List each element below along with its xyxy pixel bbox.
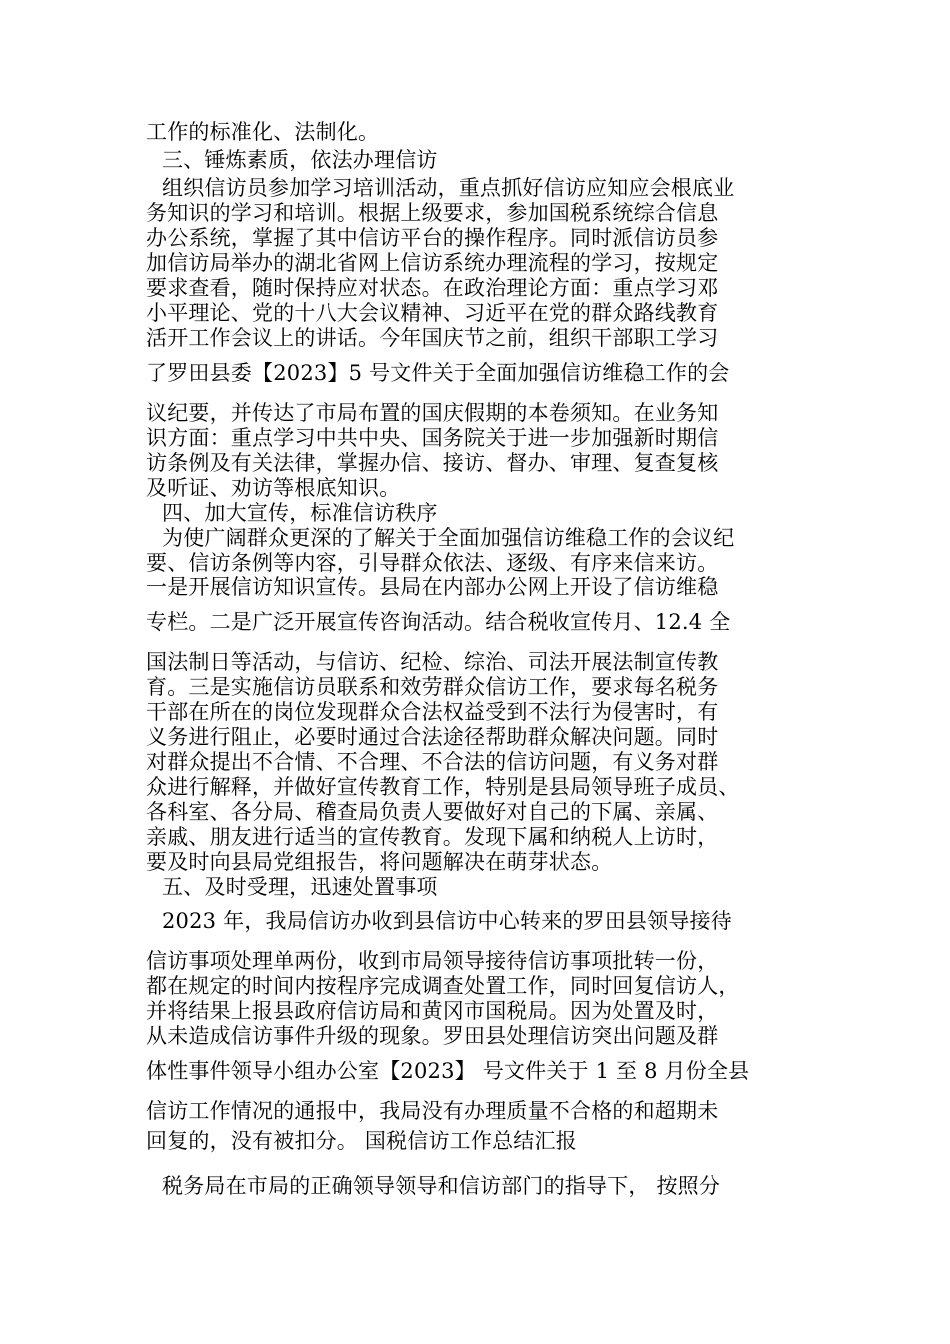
section-heading-5: 五、及时受理，迅速处置事项 xyxy=(162,875,438,899)
text-line: 回复的，没有被扣分。 国税信访工作总结汇报 xyxy=(146,1129,577,1153)
text-line: 活开工作会议上的讲话。今年国庆节之前，组织干部职工学习 xyxy=(146,326,719,350)
text-line: 访条例及有关法律，掌握办信、接访、督办、审理、复查复核 xyxy=(146,451,719,475)
text-line: 及听证、劝访等根底知识。 xyxy=(146,476,401,500)
section-heading-3: 三、锤炼素质，依法办理信访 xyxy=(162,148,438,172)
text-line: 并将结果上报县政府信访局和黄冈市国税局。因为处置及时， xyxy=(146,999,719,1023)
text-line: 了罗田县委【2023】5 号文件关于全面加强信访维稳工作的会 xyxy=(146,361,730,385)
text-line: 组织信访员参加学习培训活动，重点抓好信访应知应会根底业 xyxy=(162,176,735,200)
text-line: 办公系统，掌握了其中信访平台的操作程序。同时派信访员参 xyxy=(146,226,719,250)
text-line: 识方面：重点学习中共中央、国务院关于进一步加强新时期信 xyxy=(146,426,719,450)
text-line: 为使广阔群众更深的了解关于全面加强信访维稳工作的会议纪 xyxy=(162,526,735,550)
text-line: 干部在所在的岗位发现群众合法权益受到不法行为侵害时，有 xyxy=(146,700,719,724)
text-line: 工作的标准化、法制化。 xyxy=(146,120,380,144)
text-line: 亲戚、朋友进行适当的宣传教育。发现下属和纳税人上访时， xyxy=(146,825,719,849)
text-line: 要、信访条例等内容，引导群众依法、逐级、有序来信来访。 xyxy=(146,551,719,575)
text-line: 小平理论、党的十八大会议精神、习近平在党的群众路线教育 xyxy=(146,301,719,325)
text-line: 要求查看，随时保持应对状态。在政治理论方面：重点学习邓 xyxy=(146,276,719,300)
text-line: 对群众提出不合情、不合理、不合法的信访问题，有义务对群 xyxy=(146,750,719,774)
text-line: 从未造成信访事件升级的现象。罗田县处理信访突出问题及群 xyxy=(146,1024,719,1048)
text-line: 体性事件领导小组办公室【2023】 号文件关于 1 至 8 月份全县 xyxy=(146,1059,750,1083)
text-line: 务知识的学习和培训。根据上级要求，参加国税系统综合信息 xyxy=(146,201,719,225)
text-line: 都在规定的时间内按程序完成调查处置工作，同时回复信访人， xyxy=(146,974,740,998)
text-line: 议纪要，并传达了市局布置的国庆假期的本卷须知。在业务知 xyxy=(146,401,719,425)
text-line: 信访事项处理单两份，收到市局领导接待信访事项批转一份， xyxy=(146,949,719,973)
text-line: 一是开展信访知识宣传。县局在内部办公网上开设了信访维稳 xyxy=(146,575,719,599)
text-line: 义务进行阻止，必要时通过合法途径帮助群众解决问题。同时 xyxy=(146,725,719,749)
text-line: 2023 年，我局信访办收到县信访中心转来的罗田县领导接待 xyxy=(162,909,732,933)
section-heading-4: 四、加大宣传，标准信访秩序 xyxy=(162,501,438,525)
text-line: 加信访局举办的湖北省网上信访系统办理流程的学习，按规定 xyxy=(146,251,719,275)
text-line: 税务局在市局的正确领导领导和信访部门的指导下， 按照分 xyxy=(162,1174,721,1198)
text-line: 信访工作情况的通报中，我局没有办理质量不合格的和超期未 xyxy=(146,1099,719,1123)
text-line: 专栏。二是广泛开展宣传咨询活动。结合税收宣传月、12.4 全 xyxy=(146,610,731,634)
text-line: 各科室、各分局、稽查局负责人要做好对自己的下属、亲属、 xyxy=(146,800,719,824)
text-line: 育。三是实施信访员联系和效劳群众信访工作，要求每名税务 xyxy=(146,675,719,699)
text-line: 众进行解释，并做好宣传教育工作，特别是县局领导班子成员、 xyxy=(146,775,740,799)
text-line: 要及时向县局党组报告，将问题解决在萌芽状态。 xyxy=(146,850,613,874)
text-line: 国法制日等活动，与信访、纪检、综治、司法开展法制宣传教 xyxy=(146,650,719,674)
